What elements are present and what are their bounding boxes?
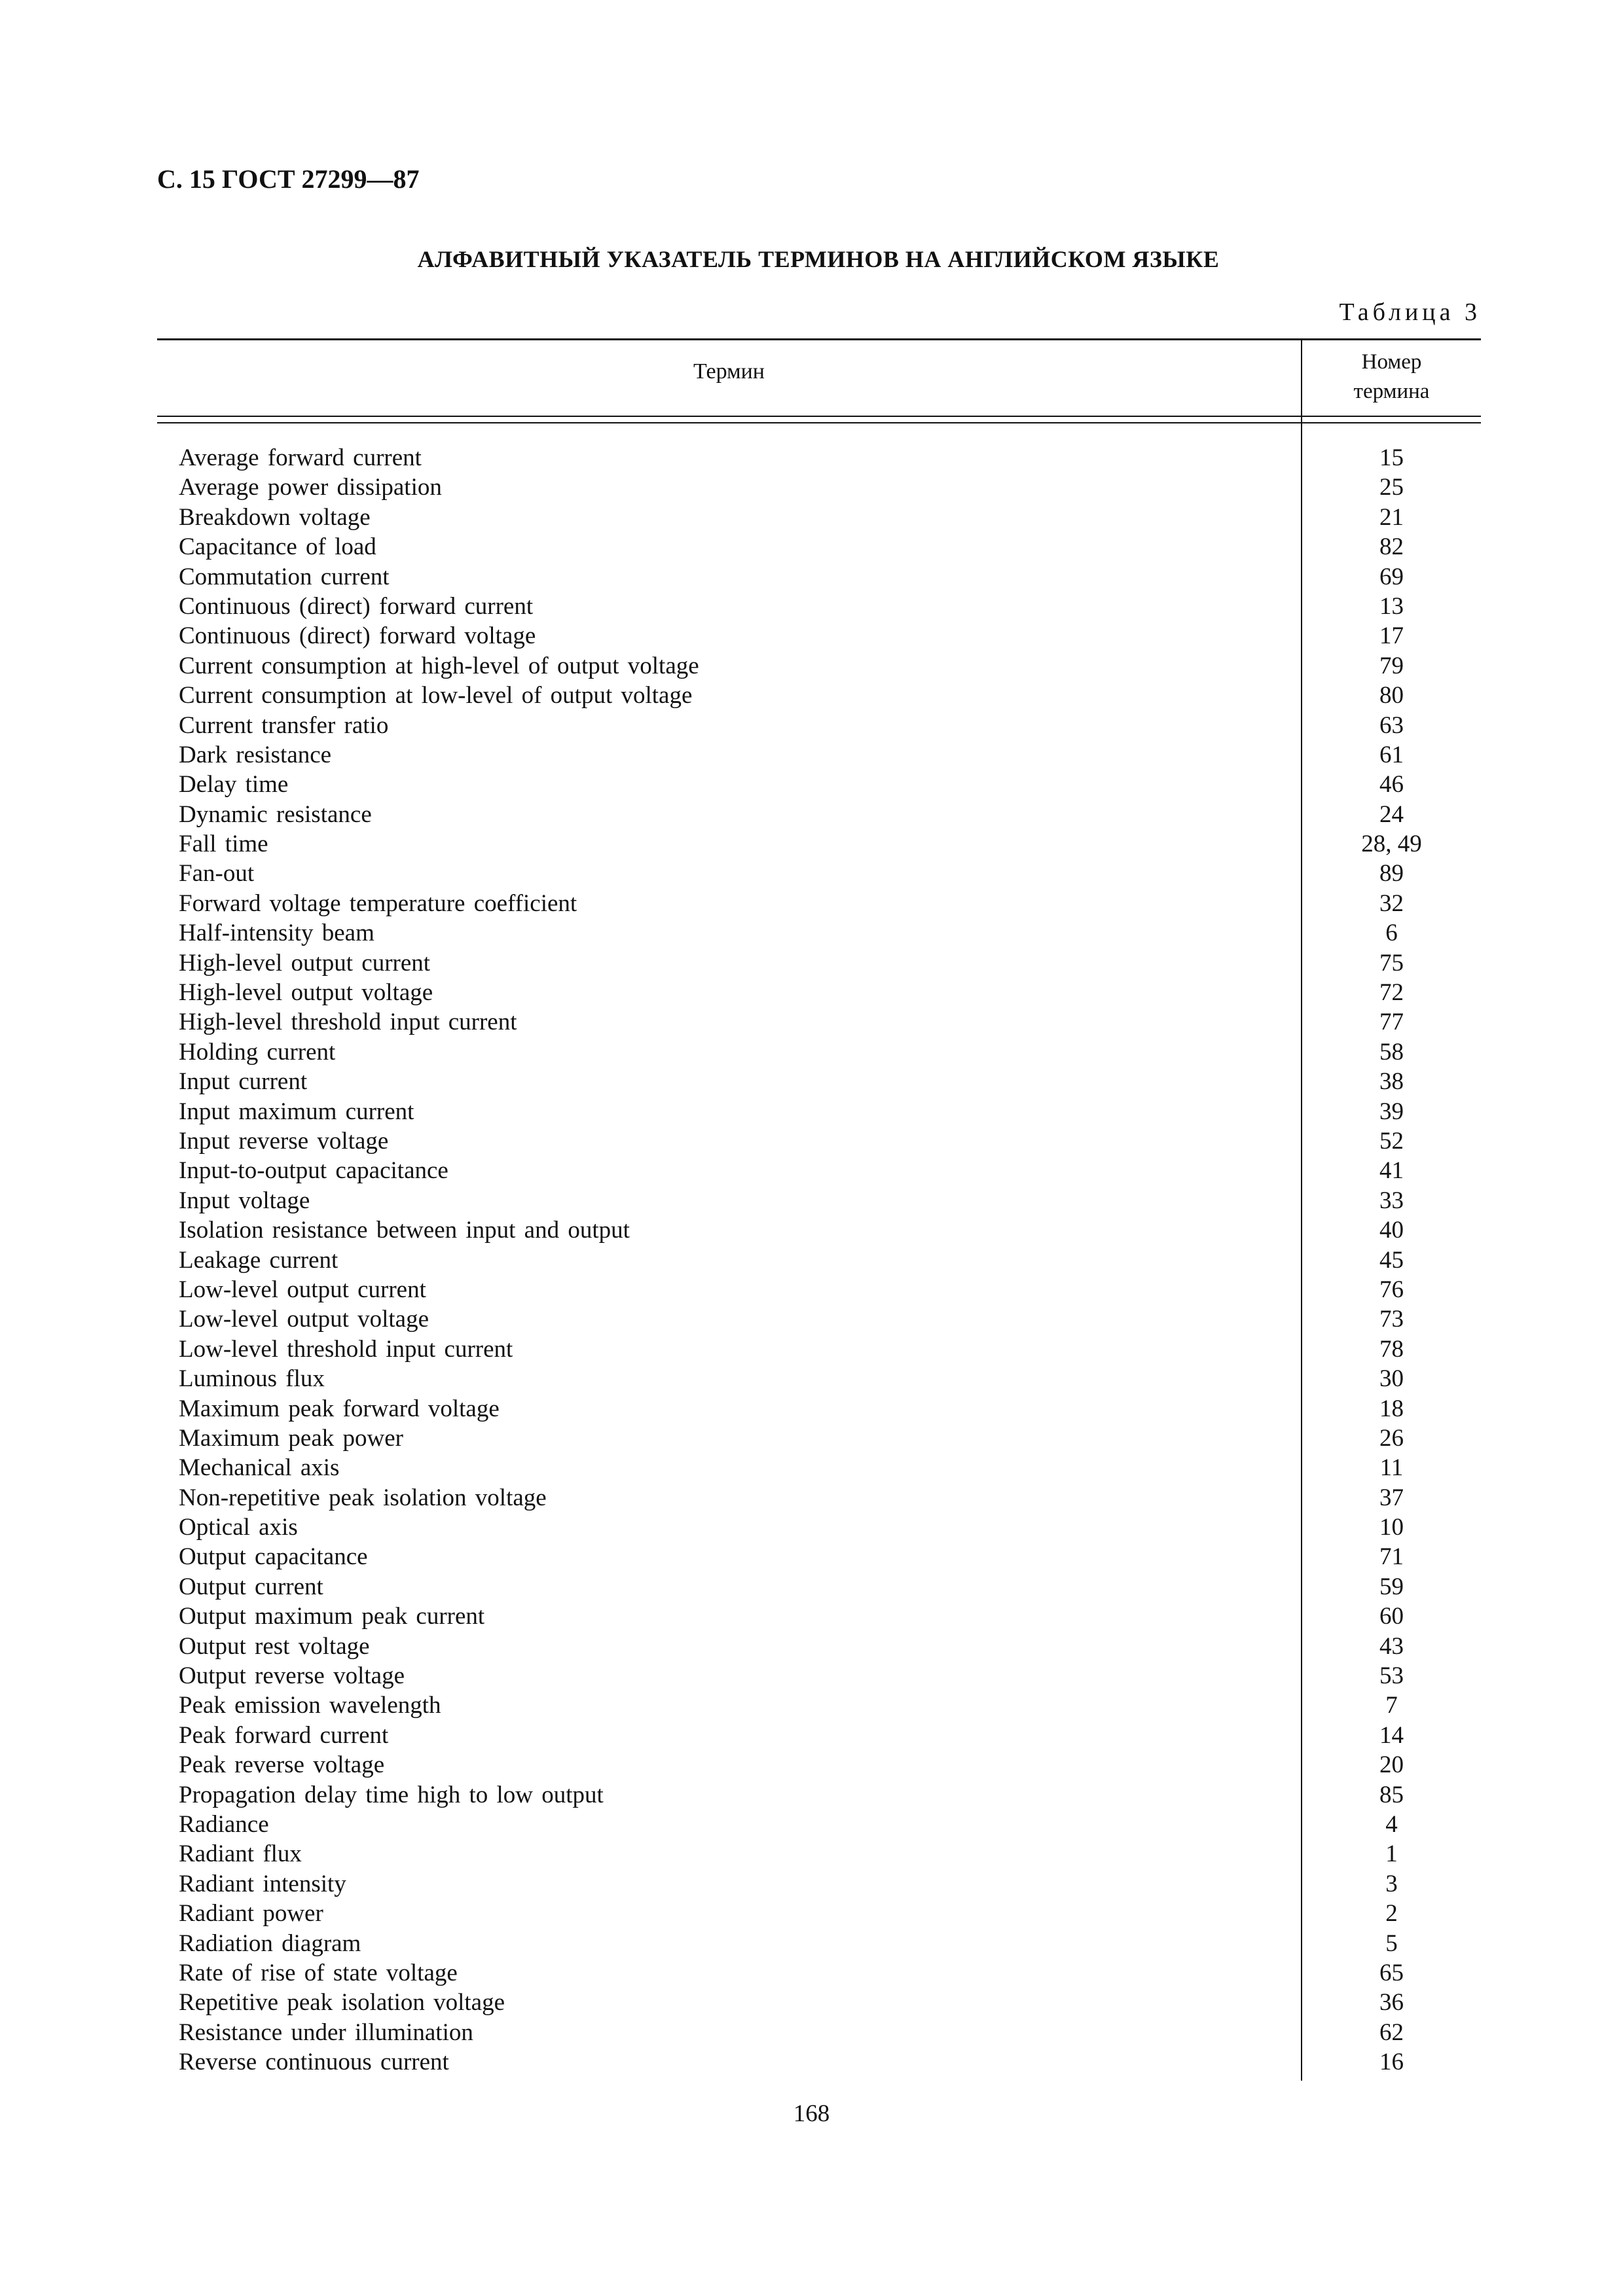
- table-row: [157, 1661, 1481, 1691]
- term-cell: Mechanical axis: [179, 1454, 340, 1482]
- table-row: [157, 1750, 1481, 1780]
- column-header-number: [1302, 348, 1481, 406]
- term-number-cell: 10: [1379, 1514, 1404, 1541]
- document-title: АЛФАВИТНЫЙ УКАЗАТЕЛЬ ТЕРМИНОВ НА АНГЛИЙСКОМ ЯЗЫКЕ: [417, 246, 1220, 272]
- term-number-cell: 62: [1379, 2018, 1404, 2046]
- table-row: [157, 1572, 1481, 1602]
- term-number-cell: 30: [1379, 1365, 1404, 1393]
- table-row: [157, 1394, 1481, 1424]
- column-header-term: Термин: [693, 359, 765, 384]
- table-row: [157, 1810, 1481, 1839]
- term-cell: Fall time: [179, 831, 268, 858]
- table-row: [157, 443, 1481, 473]
- term-cell: Dark resistance: [179, 741, 332, 768]
- table-row: [157, 1364, 1481, 1393]
- table-top-rule: [157, 338, 1481, 340]
- term-number-cell: 52: [1379, 1127, 1404, 1155]
- table-row: [157, 1246, 1481, 1275]
- table-row: [157, 1186, 1481, 1215]
- term-cell: High-level threshold input current: [179, 1009, 517, 1036]
- term-number-cell: 53: [1379, 1662, 1404, 1690]
- term-cell: Output maximum peak current: [179, 1603, 485, 1630]
- table-row: [157, 1037, 1481, 1067]
- term-number-cell: 11: [1379, 1454, 1404, 1482]
- term-cell: Output current: [179, 1573, 323, 1600]
- term-number-cell: 77: [1379, 1009, 1404, 1036]
- term-number-cell: 79: [1379, 652, 1404, 679]
- term-cell: Optical axis: [179, 1514, 298, 1541]
- term-cell: Radiant power: [179, 1900, 323, 1928]
- term-number-cell: 25: [1379, 474, 1404, 501]
- table-row: [157, 2018, 1481, 2047]
- term-cell: Isolation resistance between input and output: [179, 1217, 630, 1244]
- term-cell: Average forward current: [179, 444, 422, 471]
- term-cell: High-level output current: [179, 949, 431, 977]
- table-row: [157, 1988, 1481, 2017]
- term-cell: Delay time: [179, 771, 289, 798]
- term-number-cell: 17: [1379, 622, 1404, 650]
- table-row: [157, 592, 1481, 621]
- table-row: [157, 711, 1481, 740]
- term-number-cell: 33: [1379, 1187, 1404, 1214]
- term-number-cell: 40: [1379, 1217, 1404, 1244]
- term-number-cell: 36: [1379, 1989, 1404, 2017]
- table-row: [157, 1483, 1481, 1513]
- term-number-cell: 24: [1379, 800, 1404, 828]
- term-number-cell: 65: [1379, 1959, 1404, 1986]
- column-header-number-line2: термина: [1353, 380, 1430, 403]
- table-row: [157, 1958, 1481, 1988]
- table-row: [157, 918, 1481, 948]
- term-cell: Commutation current: [179, 563, 390, 590]
- term-number-cell: 28, 49: [1361, 831, 1422, 858]
- term-number-cell: 85: [1379, 1781, 1404, 1808]
- term-number-cell: 3: [1385, 1870, 1398, 1897]
- term-cell: Continuous (direct) forward current: [179, 592, 534, 620]
- table-row: [157, 1156, 1481, 1185]
- term-cell: Rate of rise of state voltage: [179, 1959, 458, 1986]
- term-cell: Holding current: [179, 1038, 336, 1066]
- table-row: [157, 1721, 1481, 1750]
- term-number-cell: 6: [1385, 920, 1398, 947]
- table-row: [157, 621, 1481, 651]
- term-cell: Input-to-output capacitance: [179, 1157, 448, 1185]
- column-header-number-line1: Номер: [1361, 350, 1422, 374]
- term-cell: Continuous (direct) forward voltage: [179, 622, 536, 650]
- term-number-cell: 20: [1379, 1751, 1404, 1779]
- term-number-cell: 71: [1379, 1543, 1404, 1571]
- table-row: [157, 740, 1481, 770]
- term-number-cell: 46: [1379, 771, 1404, 798]
- term-cell: Breakdown voltage: [179, 503, 371, 531]
- term-cell: Peak reverse voltage: [179, 1751, 385, 1779]
- table-row: [157, 651, 1481, 681]
- table-row: [157, 948, 1481, 978]
- term-cell: Low-level output voltage: [179, 1306, 429, 1333]
- table-row: [157, 1335, 1481, 1364]
- term-cell: Output rest voltage: [179, 1632, 370, 1660]
- term-number-cell: 80: [1379, 682, 1404, 709]
- table-row: [157, 503, 1481, 532]
- term-number-cell: 41: [1379, 1157, 1404, 1185]
- table-row: [157, 1126, 1481, 1156]
- term-number-cell: 78: [1379, 1335, 1404, 1363]
- term-cell: Fan-out: [179, 860, 255, 888]
- table-row: [157, 889, 1481, 918]
- term-cell: Input voltage: [179, 1187, 310, 1214]
- term-number-cell: 60: [1379, 1603, 1404, 1630]
- table-row: [157, 473, 1481, 502]
- table-row: [157, 1542, 1481, 1571]
- term-cell: Radiant flux: [179, 1840, 302, 1868]
- table-row: [157, 532, 1481, 562]
- term-number-cell: 72: [1379, 979, 1404, 1007]
- table-row: [157, 2047, 1481, 2077]
- term-cell: Radiance: [179, 1810, 269, 1838]
- term-cell: Half-intensity beam: [179, 920, 374, 947]
- term-cell: Output capacitance: [179, 1543, 368, 1571]
- table-caption: Таблица 3: [1339, 298, 1481, 326]
- table-row: [157, 859, 1481, 888]
- table-row: [157, 1275, 1481, 1304]
- terms-index-table: [157, 338, 1481, 2081]
- term-cell: Output reverse voltage: [179, 1662, 405, 1690]
- term-number-cell: 2: [1385, 1900, 1398, 1928]
- term-cell: Current transfer ratio: [179, 711, 389, 739]
- table-row: [157, 562, 1481, 592]
- table-row: [157, 1780, 1481, 1810]
- term-number-cell: 5: [1385, 1929, 1398, 1957]
- term-number-cell: 61: [1379, 741, 1404, 768]
- term-number-cell: 76: [1379, 1276, 1404, 1303]
- term-number-cell: 15: [1379, 444, 1404, 471]
- term-number-cell: 16: [1379, 2049, 1404, 2076]
- page-header: С. 15 ГОСТ 27299—87: [157, 164, 420, 194]
- term-cell: Average power dissipation: [179, 474, 442, 501]
- table-row: [157, 1067, 1481, 1096]
- term-number-cell: 59: [1379, 1573, 1404, 1600]
- term-cell: Current consumption at low-level of output voltage: [179, 682, 693, 709]
- table-row: [157, 1513, 1481, 1542]
- table-row: [157, 1929, 1481, 1958]
- term-number-cell: 32: [1379, 889, 1404, 917]
- table-row: [157, 1691, 1481, 1720]
- term-number-cell: 89: [1379, 860, 1404, 888]
- term-cell: Current consumption at high-level of output voltage: [179, 652, 699, 679]
- term-number-cell: 37: [1379, 1484, 1404, 1511]
- term-cell: Low-level output current: [179, 1276, 426, 1303]
- table-row: [157, 1215, 1481, 1245]
- term-number-cell: 43: [1379, 1632, 1404, 1660]
- table-row: [157, 770, 1481, 799]
- term-number-cell: 18: [1379, 1395, 1404, 1422]
- term-number-cell: 21: [1379, 503, 1404, 531]
- term-number-cell: 82: [1379, 533, 1404, 561]
- table-row: [157, 829, 1481, 859]
- term-number-cell: 38: [1379, 1068, 1404, 1096]
- term-cell: Input current: [179, 1068, 308, 1096]
- table-row: [157, 1839, 1481, 1869]
- page-number: 168: [793, 2100, 830, 2127]
- term-number-cell: 13: [1379, 592, 1404, 620]
- term-cell: High-level output voltage: [179, 979, 433, 1007]
- table-row: [157, 681, 1481, 710]
- term-cell: Peak forward current: [179, 1721, 389, 1749]
- table-row: [157, 1632, 1481, 1661]
- term-number-cell: 14: [1379, 1721, 1404, 1749]
- table-row: [157, 1007, 1481, 1037]
- term-cell: Radiant intensity: [179, 1870, 346, 1897]
- term-number-cell: 26: [1379, 1424, 1404, 1452]
- table-row: [157, 1097, 1481, 1126]
- term-cell: Maximum peak forward voltage: [179, 1395, 500, 1422]
- table-header-double-rule: [157, 416, 1481, 423]
- term-number-cell: 45: [1379, 1246, 1404, 1274]
- term-number-cell: 39: [1379, 1098, 1404, 1125]
- table-row: [157, 1602, 1481, 1631]
- term-number-cell: 4: [1385, 1810, 1398, 1838]
- term-number-cell: 58: [1379, 1038, 1404, 1066]
- term-cell: Input maximum current: [179, 1098, 414, 1125]
- term-cell: Peak emission wavelength: [179, 1692, 441, 1719]
- term-cell: Input reverse voltage: [179, 1127, 389, 1155]
- term-cell: Low-level threshold input current: [179, 1335, 513, 1363]
- term-number-cell: 75: [1379, 949, 1404, 977]
- term-number-cell: 1: [1385, 1840, 1398, 1868]
- term-cell: Dynamic resistance: [179, 800, 372, 828]
- term-number-cell: 73: [1379, 1306, 1404, 1333]
- table-row: [157, 1453, 1481, 1482]
- term-cell: Forward voltage temperature coefficient: [179, 889, 577, 917]
- term-cell: Non-repetitive peak isolation voltage: [179, 1484, 547, 1511]
- term-number-cell: 7: [1385, 1692, 1398, 1719]
- term-cell: Luminous flux: [179, 1365, 325, 1393]
- term-cell: Propagation delay time high to low output: [179, 1781, 604, 1808]
- term-cell: Maximum peak power: [179, 1424, 403, 1452]
- term-cell: Radiation diagram: [179, 1929, 361, 1957]
- term-cell: Capacitance of load: [179, 533, 376, 561]
- table-row: [157, 1869, 1481, 1899]
- table-row: [157, 978, 1481, 1007]
- term-number-cell: 63: [1379, 711, 1404, 739]
- table-body: [157, 443, 1481, 2077]
- table-row: [157, 1304, 1481, 1334]
- term-cell: Leakage current: [179, 1246, 338, 1274]
- term-cell: Resistance under illumination: [179, 2018, 473, 2046]
- table-row: [157, 1899, 1481, 1928]
- term-cell: Reverse continuous current: [179, 2049, 449, 2076]
- table-row: [157, 800, 1481, 829]
- table-row: [157, 1424, 1481, 1453]
- term-cell: Repetitive peak isolation voltage: [179, 1989, 505, 2017]
- term-number-cell: 69: [1379, 563, 1404, 590]
